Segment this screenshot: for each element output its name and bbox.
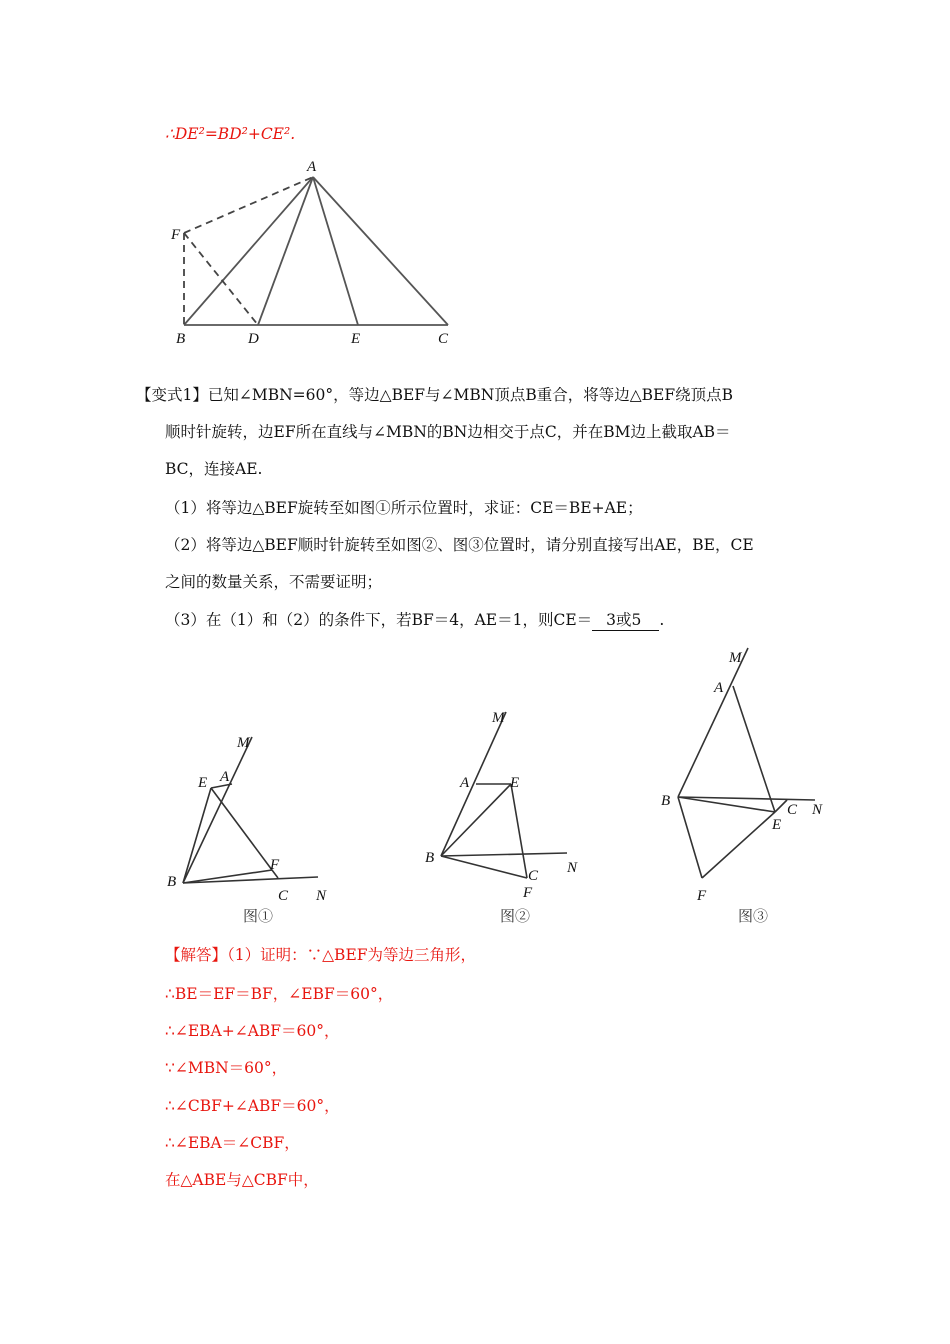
segment-EC <box>775 800 787 812</box>
solution-line-1: 【解答】（1）证明：∵△BEF为等边三角形， <box>165 946 477 964</box>
label-A: A <box>220 769 230 785</box>
problem-line-3: BC，连接AE. <box>165 460 263 478</box>
label-N: N <box>567 860 578 876</box>
problem-line-2: 顺时针旋转，边EF所在直线与∠MBN的BN边相交于点C，并在BM边上截取AB＝ <box>165 423 731 441</box>
question-2a: （2）将等边△BEF顺时针旋转至如图②、图③位置时，请分别直接写出AE，BE，CE <box>165 536 754 554</box>
label-M: M <box>729 650 742 666</box>
label-F: F <box>171 227 181 243</box>
label-C: C <box>787 802 798 818</box>
solution-line-6: ∴∠EBA＝∠CBF， <box>165 1134 300 1152</box>
answer-blank: 3或5 <box>592 610 659 631</box>
figure-2 <box>415 700 595 900</box>
label-B: B <box>167 874 177 890</box>
dashed-FA <box>184 177 313 233</box>
solution-line-5: ∴∠CBF+∠ABF＝60°， <box>165 1097 340 1115</box>
label-N: N <box>812 802 823 818</box>
label-A: A <box>307 159 317 175</box>
solution-line-7: 在△ABE与△CBF中， <box>165 1171 319 1189</box>
figure-3 <box>655 640 825 910</box>
question-2b: 之间的数量关系，不需要证明； <box>165 573 383 591</box>
segment-BF <box>678 797 702 878</box>
segment-FE <box>702 812 775 878</box>
problem-line-1: 【变式1】已知∠MBN=60°，等边△BEF与∠MBN顶点B重合，将等边△BEF绕顶点B <box>136 386 733 404</box>
caption-fig-3: 图③ <box>738 907 769 925</box>
label-F: F <box>697 888 707 904</box>
label-E: E <box>772 817 782 833</box>
segment-BF <box>441 856 527 878</box>
ray-BN <box>441 853 567 856</box>
label-E: E <box>510 775 520 791</box>
segment-AE <box>733 686 775 812</box>
top-conclusion: ∴DE²=BD²+CE². <box>165 125 296 143</box>
label-F: F <box>523 885 533 900</box>
segment-EF <box>511 784 527 878</box>
label-M: M <box>237 735 250 751</box>
segment-BE <box>441 784 511 856</box>
solution-line-2: ∴BE＝EF＝BF，∠EBF＝60°， <box>165 985 394 1003</box>
label-N: N <box>316 888 327 904</box>
ray-BM <box>183 737 252 883</box>
caption-fig-2: 图② <box>500 907 531 925</box>
label-B: B <box>661 793 671 809</box>
label-E: E <box>198 775 208 791</box>
figure-1 <box>160 725 340 905</box>
solution-line-4: ∵∠MBN＝60°， <box>165 1059 288 1077</box>
segment-AD <box>258 177 313 325</box>
label-B: B <box>176 331 186 347</box>
segment-AC <box>313 177 448 325</box>
label-C: C <box>438 331 449 347</box>
label-M: M <box>492 710 505 726</box>
label-D: D <box>248 331 259 347</box>
caption-fig-1: 图① <box>243 907 274 925</box>
label-B: B <box>425 850 435 866</box>
segment-AB <box>184 177 313 325</box>
label-E: E <box>351 331 361 347</box>
ray-BM <box>678 648 748 797</box>
label-A: A <box>714 680 724 696</box>
top-figure <box>160 155 470 350</box>
label-C: C <box>278 888 289 904</box>
segment-AE <box>313 177 358 325</box>
solution-tag: 【解答】 <box>165 946 228 964</box>
solution-line-3: ∴∠EBA+∠ABF＝60°， <box>165 1022 340 1040</box>
label-C: C <box>528 868 539 884</box>
segment-EF <box>211 788 272 870</box>
problem-tag: 【变式1】 <box>136 386 208 404</box>
question-1: （1）将等边△BEF旋转至如图①所示位置时，求证：CE＝BE+AE； <box>165 499 643 517</box>
label-A: A <box>460 775 470 791</box>
segment-BE <box>183 788 211 883</box>
label-F: F <box>270 857 280 873</box>
question-3: （3）在（1）和（2）的条件下，若BF＝4，AE＝1，则CE＝ 3或5 . <box>165 611 665 629</box>
